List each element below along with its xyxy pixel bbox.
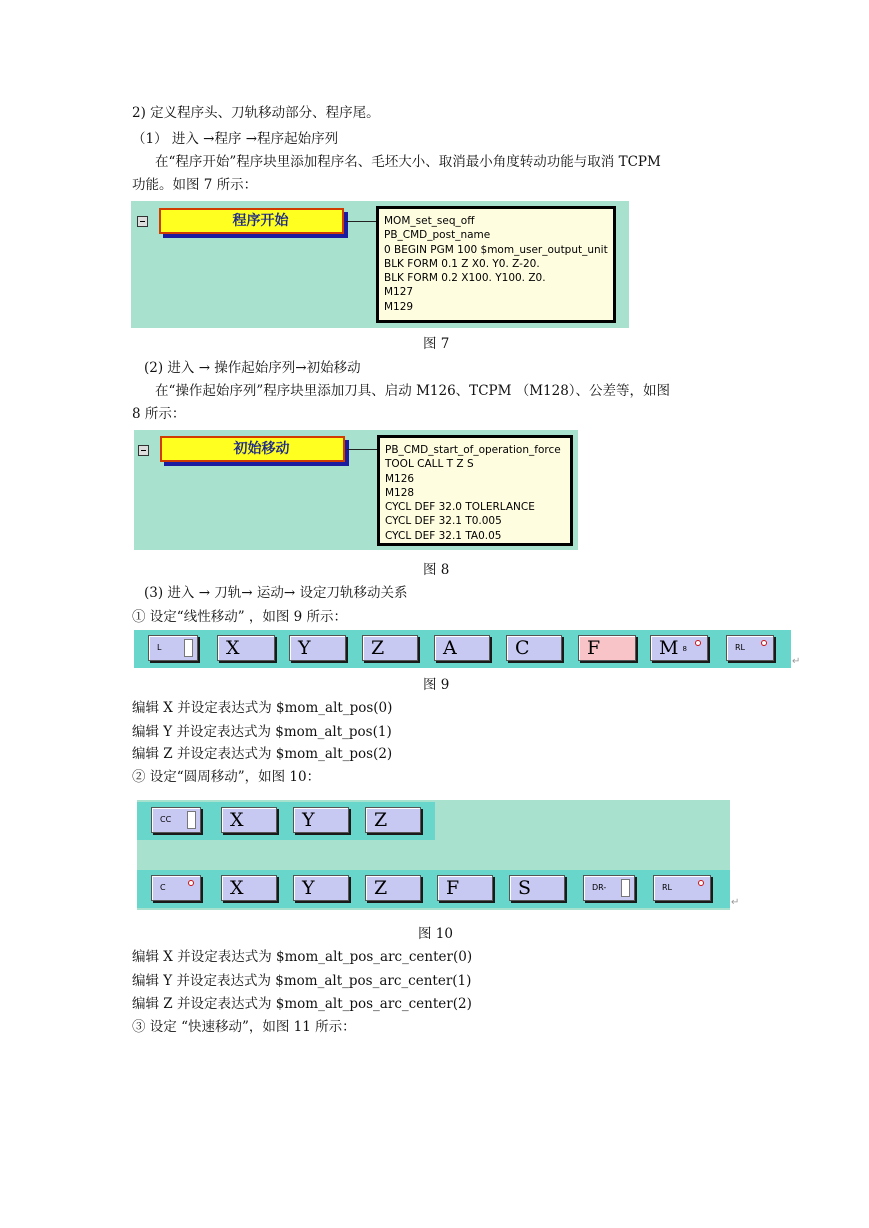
initial-move-banner[interactable] [160, 436, 345, 462]
edit-z-text: 编辑 Z 并设定表达式为 $mom_alt_pos(2) [132, 746, 393, 762]
command-line: MOM_set_seq_off [384, 215, 475, 227]
button-label: F [587, 637, 601, 659]
command-line: BLK FORM 0.1 Z X0. Y0. Z-20. [384, 257, 540, 270]
m-subscript: 8 [682, 645, 687, 653]
button-label: C [160, 883, 166, 892]
command-line: CYCL DEF 32.1 TA0.05 [385, 529, 502, 542]
c-button[interactable] [151, 875, 201, 901]
command-line: TOOL CALL T Z S [385, 458, 474, 471]
button-label: Z [371, 637, 385, 659]
command-line: CYCL DEF 32.1 T0.005 [385, 515, 502, 528]
status-dot-icon [188, 880, 194, 886]
command-line: PB_CMD_start_of_operation_force [385, 444, 561, 456]
step-3-text: (3) 进入 → 刀轨→ 运动→ 设定刀轨移动关系 [144, 585, 408, 601]
arc-move-row [137, 870, 730, 908]
paragraph-1a: 在“程序开始”程序块里添加程序名、毛坯大小、取消最小角度转动功能与取消 TCPM [155, 154, 661, 170]
connector-line [347, 449, 377, 450]
x-button[interactable] [221, 875, 277, 901]
command-list[interactable] [376, 206, 616, 323]
button-label: A [443, 637, 457, 659]
button-label: S [518, 877, 532, 899]
figure-8-caption: 图 8 [423, 562, 450, 578]
c-button[interactable] [506, 635, 562, 661]
button-label: X [226, 637, 240, 659]
x-button[interactable] [217, 635, 275, 661]
command-line: PB_CMD_post_name [384, 229, 491, 242]
button-label: DR- [592, 883, 607, 892]
arc-center-row [137, 802, 435, 840]
program-start-banner[interactable] [159, 208, 344, 234]
button-label: CC [160, 815, 172, 824]
figure-9-button-row [134, 630, 791, 668]
button-label: RL [662, 883, 673, 892]
toggle-icon [621, 879, 630, 897]
button-label: M [659, 637, 679, 659]
paragraph-2a: 在“操作起始序列”程序块里添加刀具、启动 M126、TCPM （M128）、公差等，如图 [155, 383, 671, 399]
banner-label: 初始移动 [233, 441, 290, 457]
cc-button[interactable] [151, 807, 201, 833]
m-button[interactable] [650, 635, 708, 661]
collapse-icon[interactable] [137, 216, 148, 227]
command-line: CYCL DEF 32.0 TOLERLANCE [385, 501, 535, 514]
toggle-icon [187, 811, 196, 829]
button-label: Y [298, 637, 311, 659]
button-label: L [157, 643, 162, 652]
collapse-icon[interactable] [138, 445, 149, 456]
z-button[interactable] [365, 875, 421, 901]
toggle-icon [184, 639, 193, 657]
command-line: BLK FORM 0.2 X100. Y100. Z0. [384, 272, 546, 285]
connector-line [346, 221, 376, 222]
edit-z-arc-text: 编辑 Z 并设定表达式为 $mom_alt_pos_arc_center(2) [132, 996, 472, 1012]
paragraph-mark-icon: ↵ [792, 656, 801, 667]
dr-minus-button[interactable] [583, 875, 635, 901]
banner-label: 程序开始 [232, 213, 289, 229]
y-button[interactable] [289, 635, 346, 661]
f-button[interactable] [437, 875, 493, 901]
x-button[interactable] [221, 807, 277, 833]
edit-y-text: 编辑 Y 并设定表达式为 $mom_alt_pos(1) [132, 724, 392, 740]
button-label: C [515, 637, 530, 659]
y-button[interactable] [293, 807, 349, 833]
y-button[interactable] [293, 875, 349, 901]
button-label: RL [735, 643, 746, 652]
status-dot-icon [695, 640, 701, 646]
command-line: 0 BEGIN PGM 100 $mom_user_output_unit [384, 243, 608, 256]
step-1-text: （1） 进入 →程序 →程序起始序列 [132, 131, 339, 147]
command-list[interactable] [377, 435, 573, 546]
z-button[interactable] [365, 807, 421, 833]
button-label: Z [374, 809, 388, 831]
s-button[interactable] [509, 875, 565, 901]
edit-x-arc-text: 编辑 X 并设定表达式为 $mom_alt_pos_arc_center(0) [132, 949, 473, 965]
command-line: M127 [384, 286, 414, 299]
substep-2-text: ② 设定“圆周移动”，如图 10： [132, 769, 321, 785]
button-label: Z [374, 877, 388, 899]
paragraph-2b: 8 所示： [132, 406, 186, 422]
substep-3-text: ③ 设定 “快速移动”，如图 11 所示： [132, 1019, 356, 1035]
step-2-text: (2) 进入 → 操作起始序列→初始移动 [144, 360, 361, 376]
rl-button[interactable] [653, 875, 711, 901]
button-label: Y [302, 877, 315, 899]
button-label: Y [302, 809, 315, 831]
a-button[interactable] [434, 635, 490, 661]
paragraph-mark-icon: ↵ [731, 897, 740, 908]
status-dot-icon [698, 880, 704, 886]
command-line: M126 [385, 472, 415, 485]
edit-y-arc-text: 编辑 Y 并设定表达式为 $mom_alt_pos_arc_center(1) [132, 973, 472, 989]
edit-x-text: 编辑 X 并设定表达式为 $mom_alt_pos(0) [132, 700, 393, 716]
section-heading: 2) 定义程序头、刀轨移动部分、程序尾。 [132, 105, 380, 121]
figure-7-panel [131, 201, 629, 328]
figure-7-caption: 图 7 [423, 336, 450, 352]
command-line: M128 [385, 486, 415, 499]
button-label: F [446, 877, 460, 899]
status-dot-icon [761, 640, 767, 646]
button-label: X [230, 809, 244, 831]
figure-10-panel [137, 800, 730, 910]
z-button[interactable] [362, 635, 418, 661]
linear-move-button[interactable] [148, 635, 198, 661]
figure-9-caption: 图 9 [423, 677, 450, 693]
button-label: X [230, 877, 244, 899]
command-line: M129 [384, 300, 414, 313]
paragraph-1b: 功能。如图 7 所示： [132, 177, 258, 193]
substep-1-text: ① 设定“线性移动” ，如图 9 所示： [132, 609, 348, 625]
f-button[interactable] [578, 635, 636, 661]
rl-button[interactable] [726, 635, 774, 661]
figure-8-panel [134, 430, 578, 550]
figure-10-caption: 图 10 [418, 926, 453, 942]
